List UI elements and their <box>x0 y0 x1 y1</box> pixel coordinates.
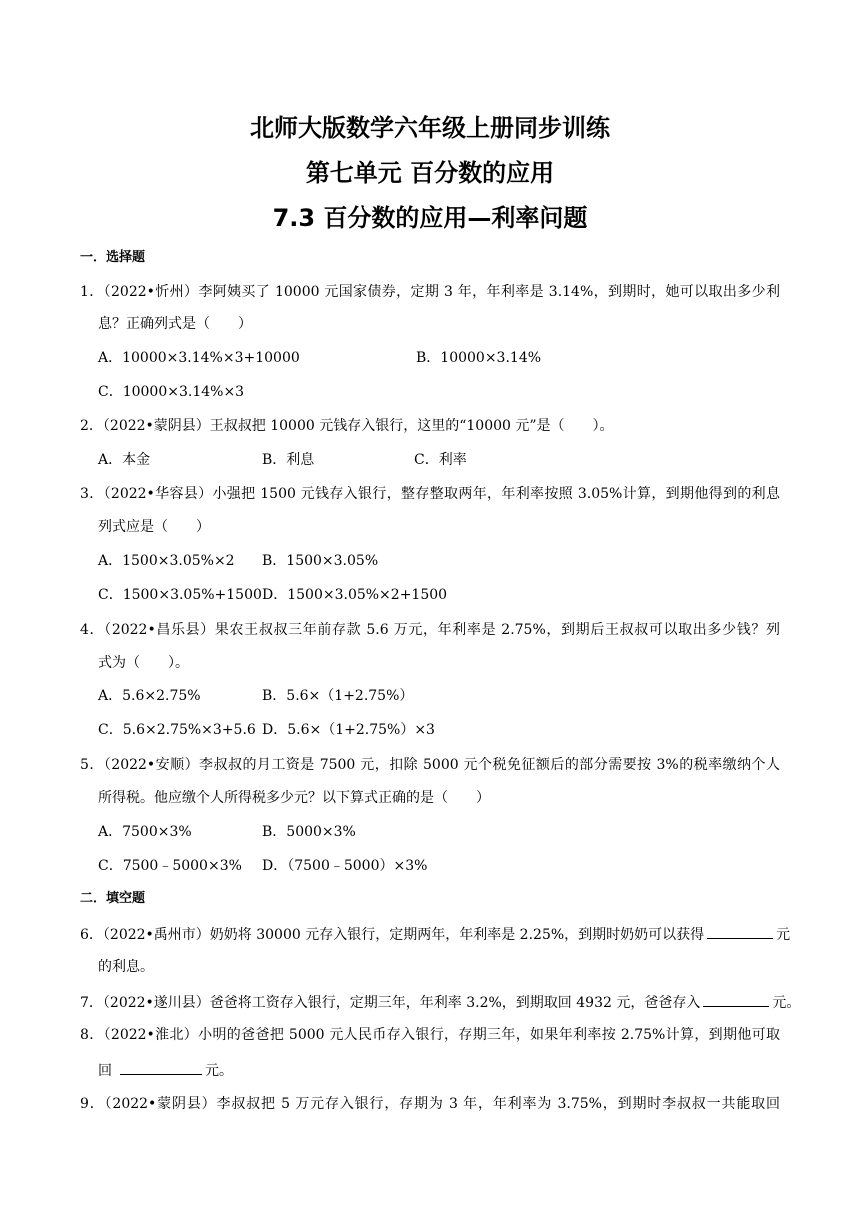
question-3-line-1: 3．（2022•华容县）小强把 1500 元钱存入银行，整存整取两年，年利率按照 3.05%计算，到期他得到的利息 <box>80 486 780 502</box>
lesson-title: 7.3 百分数的应用—利率问题 <box>272 204 588 232</box>
question-5-option-c: C．7500﹣5000×3% <box>98 858 242 874</box>
question-8-line-2 <box>98 1059 233 1081</box>
section-heading-choice: 一．选择题 <box>80 250 146 265</box>
question-4-option-d: D．5.6×（1+2.75%）×3 <box>262 722 435 738</box>
question-4-line-2: 式为（ ）。 <box>98 655 189 671</box>
question-8-line-1: 8．（2022•淮北）小明的爸爸把 5000 元人民币存入银行，存期三年，如果年利率按 2.75%计算，到期他可取 <box>80 1027 780 1043</box>
answer-blank[interactable] <box>703 991 769 1007</box>
question-2-option-c: C．利率 <box>414 452 467 468</box>
section-heading-fill: 二．填空题 <box>80 891 146 906</box>
question-4-option-b: B．5.6×（1+2.75%） <box>262 688 414 704</box>
question-1-option-c: C．10000×3.14%×3 <box>98 384 245 400</box>
question-7-unit: 元。 <box>772 995 801 1011</box>
question-4-option-a: A．5.6×2.75% <box>98 688 201 704</box>
question-4-line-1: 4．（2022•昌乐县）果农王叔叔三年前存款 5.6 万元，年利率是 2.75%，到期后王叔叔可以取出多少钱？列 <box>80 622 780 638</box>
question-5-option-b: B．5000×3% <box>262 824 356 840</box>
question-1-line-2: 息？正确列式是（ ） <box>98 316 252 332</box>
question-8-text: 回 <box>98 1063 112 1079</box>
answer-blank[interactable] <box>120 1059 202 1075</box>
question-7-text: 7．（2022•遂川县）爸爸将工资存入银行，定期三年，年利率 3.2%，到期取回 4932 元，爸爸存入 <box>80 995 701 1011</box>
question-8-unit: 元。 <box>205 1063 233 1079</box>
unit-title: 第七单元 百分数的应用 <box>305 159 555 187</box>
question-5-option-a: A．7500×3% <box>98 824 192 840</box>
question-6-line-1 <box>80 923 791 945</box>
question-7-line-1 <box>80 991 801 1013</box>
question-6-line-2: 的利息。 <box>98 959 154 975</box>
question-1-option-b: B．10000×3.14% <box>416 350 542 366</box>
question-4-option-c: C．5.6×2.75%×3+5.6 <box>98 722 256 738</box>
answer-blank[interactable] <box>707 923 773 939</box>
question-6-text: 6．（2022•禹州市）奶奶将 30000 元存入银行，定期两年，年利率是 2.25%，到期时奶奶可以获得 <box>80 927 705 943</box>
document-title: 北师大版数学六年级上册同步训练 <box>250 114 610 142</box>
question-5-option-d: D．（7500﹣5000）×3% <box>262 858 428 874</box>
question-6-unit: 元 <box>776 927 791 943</box>
question-5-line-1: 5．（2022•安顺）李叔叔的月工资是 7500 元，扣除 5000 元个税免征额后的部分需要按 3%的税率缴纳个人 <box>80 757 780 773</box>
question-3-option-a: A．1500×3.05%×2 <box>98 553 235 569</box>
question-3-option-d: D．1500×3.05%×2+1500 <box>262 587 448 603</box>
question-5-line-2: 所得税。他应缴个人所得税多少元？以下算式正确的是（ ） <box>98 790 490 806</box>
question-3-option-b: B．1500×3.05% <box>262 553 379 569</box>
question-1-line-1: 1．（2022•忻州）李阿姨买了 10000 元国家债券，定期 3 年，年利率是 3.14%，到期时，她可以取出多少利 <box>80 284 780 300</box>
question-3-line-2: 列式应是（ ） <box>98 519 210 535</box>
question-2-option-b: B．利息 <box>262 452 315 468</box>
question-2-option-a: A．本金 <box>98 452 151 468</box>
question-9-line-1: 9．（2022•蒙阴县）李叔叔把 5 万元存入银行，存期为 3 年，年利率为 3.75%，到期时李叔叔一共能取回 <box>80 1096 780 1112</box>
question-3-option-c: C．1500×3.05%+1500 <box>98 587 262 603</box>
question-2-line-1: 2．（2022•蒙阴县）王叔叔把 10000 元钱存入银行，这里的“10000 元”是（ ）。 <box>80 418 614 434</box>
question-1-option-a: A．10000×3.14%×3+10000 <box>98 350 300 366</box>
